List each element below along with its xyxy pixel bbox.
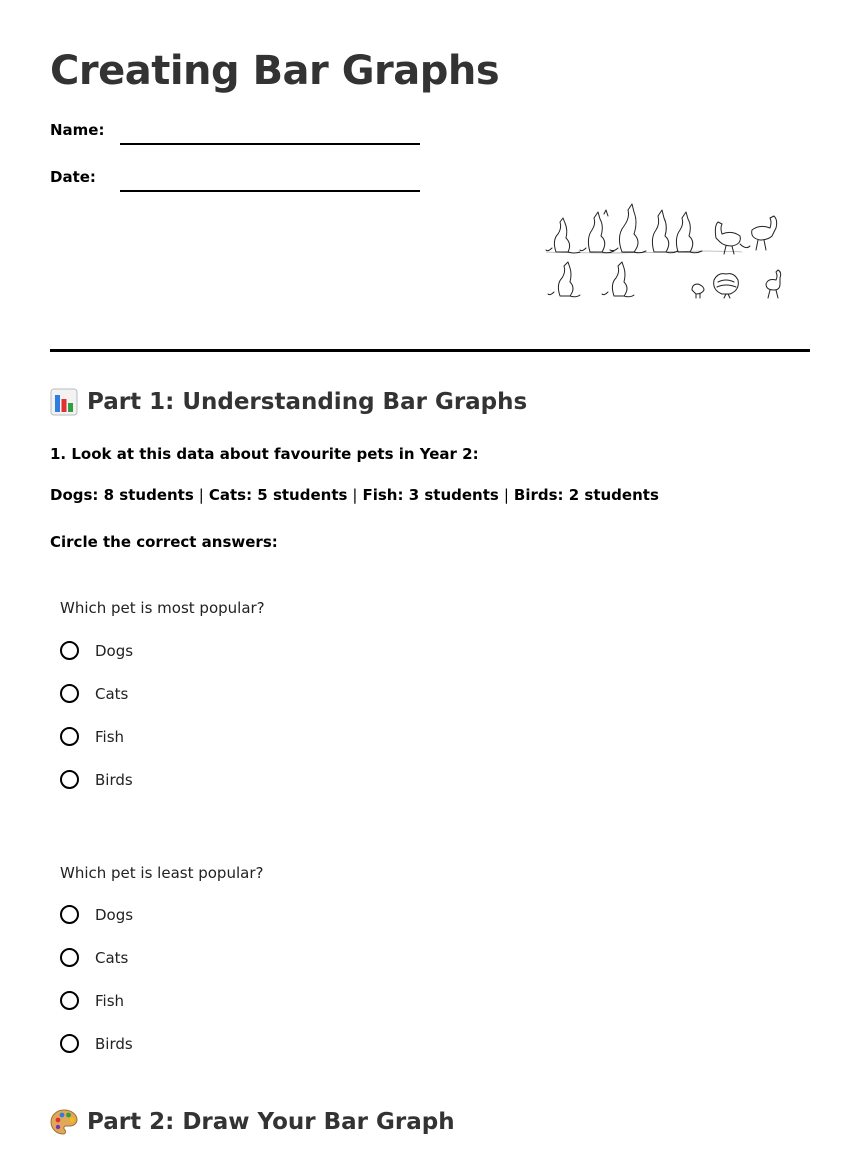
part2-heading-text: Part 2: Draw Your Bar Graph xyxy=(87,1109,455,1135)
option-most-cats[interactable] xyxy=(60,684,128,703)
option-label: Cats xyxy=(95,684,129,703)
option-least-fish[interactable] xyxy=(60,991,124,1010)
part1-heading-text: Part 1: Understanding Bar Graphs xyxy=(87,389,528,415)
data-item-birds: Birds: 2 students xyxy=(513,486,659,504)
option-label: Cats xyxy=(95,948,129,967)
part2-heading xyxy=(50,1108,455,1136)
data-item-dogs: Dogs: 8 students xyxy=(50,486,194,504)
radio-circle-icon[interactable] xyxy=(60,727,79,746)
radio-circle-icon[interactable] xyxy=(60,905,79,924)
option-label: Dogs xyxy=(95,641,134,660)
data-item-fish: Fish: 3 students xyxy=(362,486,499,504)
name-label: Name: xyxy=(50,121,105,139)
kangaroos-emus-illustration-icon xyxy=(542,200,792,305)
option-label: Fish xyxy=(95,727,125,746)
palette-icon xyxy=(50,1108,78,1136)
radio-circle-icon[interactable] xyxy=(60,948,79,967)
option-most-dogs[interactable] xyxy=(60,641,133,660)
option-least-cats[interactable] xyxy=(60,948,128,967)
option-label: Birds xyxy=(95,1034,133,1053)
option-most-birds[interactable] xyxy=(60,770,133,789)
radio-circle-icon[interactable] xyxy=(60,770,79,789)
radio-circle-icon[interactable] xyxy=(60,684,79,703)
section-divider xyxy=(50,349,810,352)
instruction-text: Circle the correct answers: xyxy=(50,533,278,551)
data-item-cats: Cats: 5 students xyxy=(208,486,348,504)
data-separator: | xyxy=(198,486,204,504)
date-field[interactable] xyxy=(120,190,420,192)
name-field[interactable] xyxy=(120,143,420,145)
question-1-text: 1. Look at this data about favourite pets in Year 2: xyxy=(50,445,479,463)
radio-circle-icon[interactable] xyxy=(60,641,79,660)
page-title: Creating Bar Graphs xyxy=(50,48,500,94)
question-most-popular: Which pet is most popular? xyxy=(60,599,265,617)
option-label: Dogs xyxy=(95,905,134,924)
option-most-fish[interactable] xyxy=(60,727,124,746)
option-label: Birds xyxy=(95,770,133,789)
date-label: Date: xyxy=(50,168,96,186)
question-least-popular: Which pet is least popular? xyxy=(60,864,264,882)
part1-heading xyxy=(50,388,527,416)
bar-chart-icon xyxy=(50,388,78,416)
radio-circle-icon[interactable] xyxy=(60,991,79,1010)
pet-data-line xyxy=(50,486,659,504)
data-separator: | xyxy=(352,486,358,504)
option-label: Fish xyxy=(95,991,125,1010)
data-separator: | xyxy=(503,486,509,504)
option-least-birds[interactable] xyxy=(60,1034,133,1053)
worksheet-page xyxy=(50,0,810,1161)
radio-circle-icon[interactable] xyxy=(60,1034,79,1053)
option-least-dogs[interactable] xyxy=(60,905,133,924)
